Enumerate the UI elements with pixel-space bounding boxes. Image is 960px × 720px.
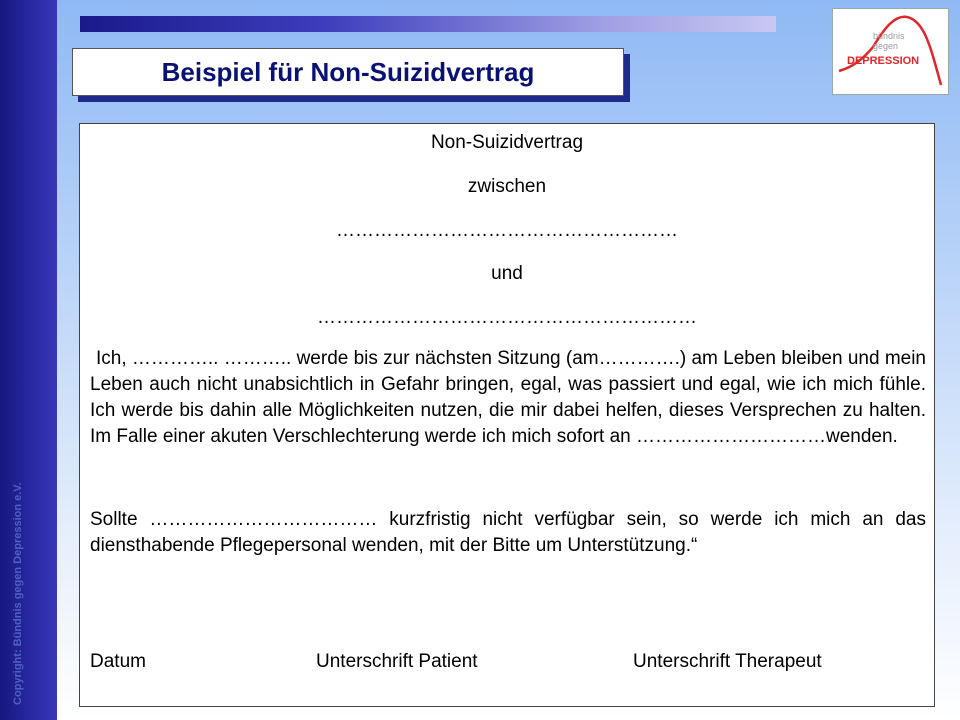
logo-graphic [833,9,948,94]
logo-line2: gegen [873,41,899,51]
therapist-signature-label: Unterschrift Therapeut [633,651,822,672]
patient-signature-label: Unterschrift Patient [316,651,478,672]
document-heading: Non-Suizidvertrag [430,132,584,153]
logo-line3: DEPRESSION [847,55,920,67]
and-label: und [491,263,523,284]
logo-line1: bündnis [873,31,905,41]
slide-title: Beispiel für Non-Suizidvertrag [161,57,535,87]
contract-document [79,123,935,707]
left-sidebar [0,0,57,720]
party1-blank: ……………………………………………… [336,220,678,241]
date-label: Datum [90,651,146,672]
pledge-paragraph: Ich, ………….. ……….. werde bis zur nächsten Sitzung (am………….) am Leben bleiben und mein Leben auch nicht unabsichtlich in Gefahr bringen, egal, was passiert und egal, wie ich mich fühle. Ich werde bis dahin alle Möglichkeiten nutzen, die mir dabei helfen, dieses Versprechen zu halten. Im Falle einer akuten Verschlechterung werde ich mich sofort an …………………………wenden. [90,348,926,447]
fallback-paragraph: Sollte ……………………………… kurzfristig nicht verfügbar sein, so werde ich mich an das diensthabende Pflegepersonal wenden, mit der Bitte um Unterstützung.“ [90,509,926,556]
party2-blank: …………………………………………………… [317,307,697,328]
between-label: zwischen [467,176,547,197]
buendnis-logo [832,8,949,95]
signature-line [90,649,926,675]
slide-title-box [72,48,624,96]
top-gradient-bar [80,16,776,32]
copyright-text: Copyright: Bündnis gegen Depression e.V. [12,482,24,705]
